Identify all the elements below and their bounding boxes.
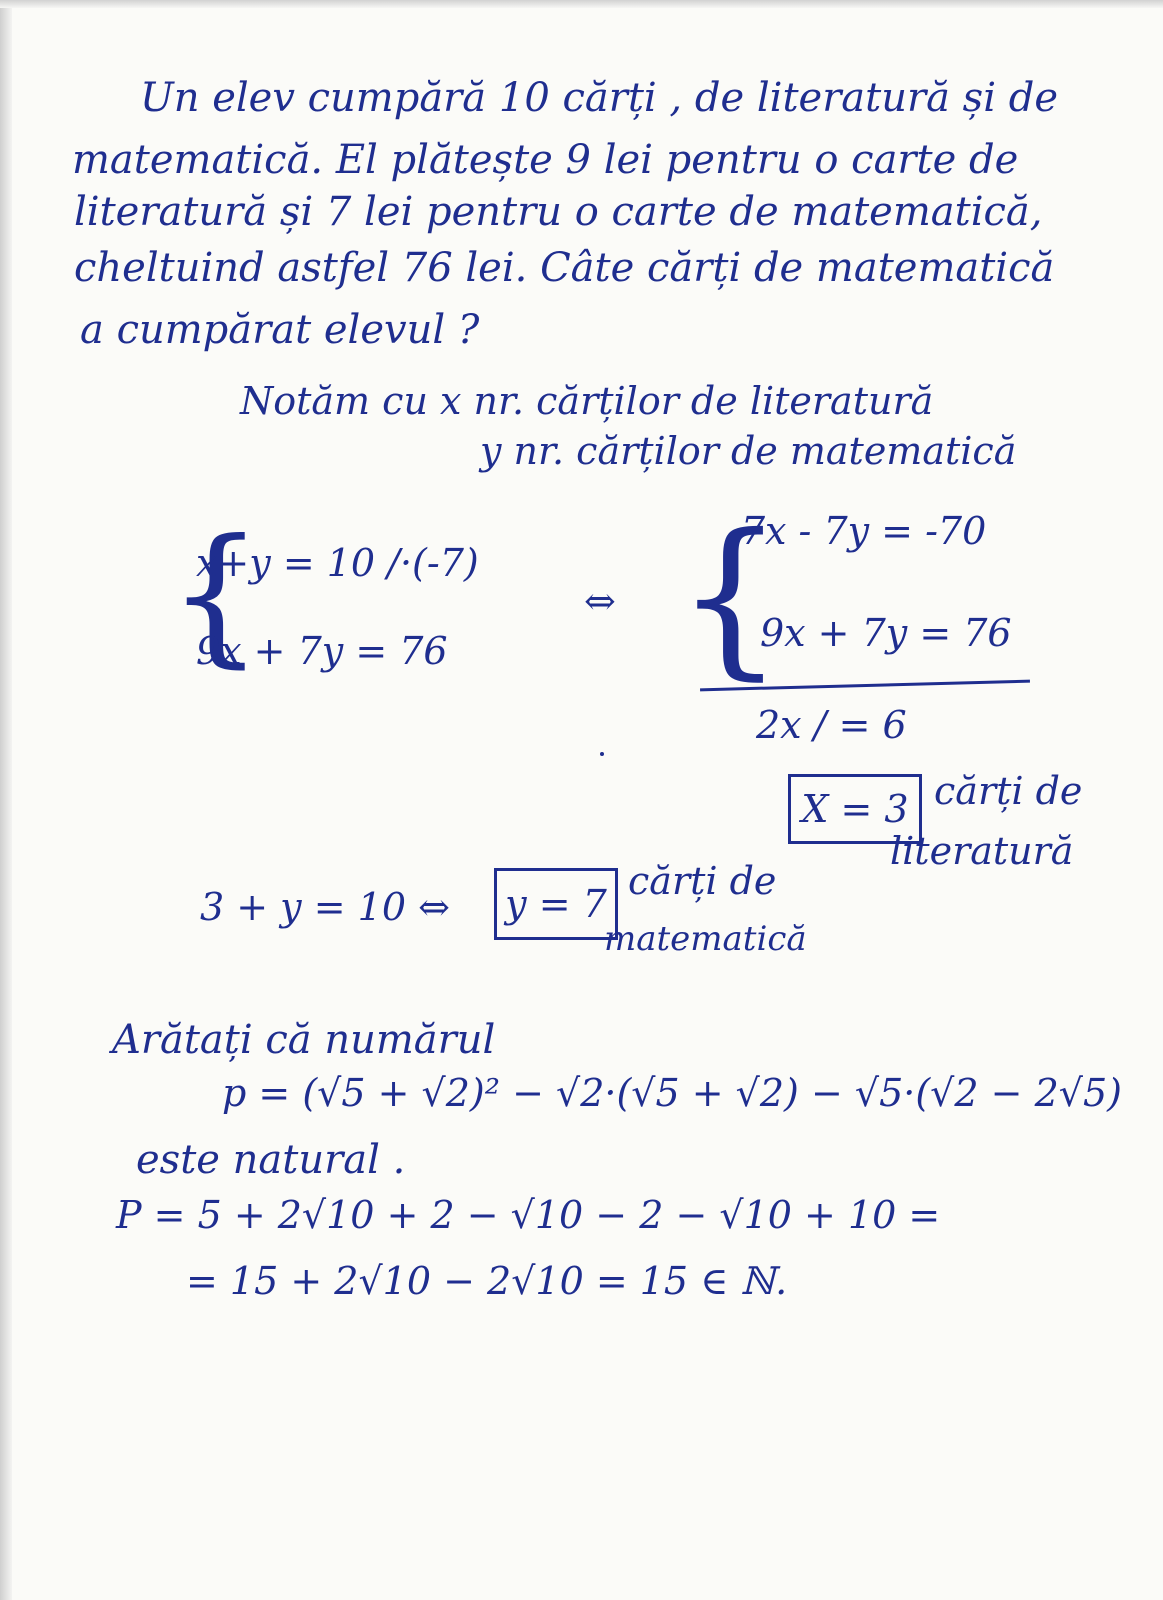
problem1-line-4: cheltuind astfel 76 lei. Câte cărți de matematică [74, 245, 1055, 291]
equivalence-symbol: ⇔ [584, 579, 616, 623]
problem2-line-1: Arătați că numărul [112, 1017, 496, 1063]
page-top-edge [0, 0, 1163, 8]
notation-line-1: Notăm cu x nr. cărților de literatură [240, 379, 934, 423]
problem1-line-3: literatură și 7 lei pentru o carte de matematică, [74, 189, 1043, 235]
stray-dot [600, 752, 604, 756]
notation-line-2: y nr. cărților de matematică [480, 429, 1017, 473]
left-system-eq1: x+y = 10 /·(-7) [196, 541, 479, 585]
problem1-line-2: matematică. El plătește 9 lei pentru o carte de [72, 137, 1019, 183]
result-y-box: y = 7 [494, 868, 618, 940]
result-x-label-1: cărți de [934, 769, 1083, 813]
solution2-line-1: P = 5 + 2√10 + 2 − √10 − 2 − √10 + 10 = [116, 1193, 941, 1237]
result-x-box: X = 3 [788, 774, 922, 844]
result-y-label-2: matematică [604, 919, 807, 959]
problem1-line-5: a cumpărat elevul ? [80, 307, 480, 353]
problem2-expression: p = (√5 + √2)² − √2·(√5 + √2) − √5·(√2 − 2√5) [222, 1071, 1122, 1115]
result-y-lhs: 3 + y = 10 ⇔ [200, 885, 450, 929]
left-system-eq2: 9x + 7y = 76 [196, 629, 448, 673]
result-x-label-2: literatură [890, 829, 1074, 873]
left-system-brace: { [168, 508, 264, 682]
problem2-line-3: este natural . [136, 1137, 406, 1183]
right-system-sum: 2x / = 6 [756, 703, 907, 747]
right-system-eq2: 9x + 7y = 76 [760, 611, 1012, 655]
right-system-brace: { [676, 498, 785, 696]
result-y-label-1: cărți de [628, 859, 777, 903]
problem1-line-1: Un elev cumpără 10 cărți , de literatură și de [140, 75, 1058, 121]
solution2-line-2: = 15 + 2√10 − 2√10 = 15 ∈ ℕ. [186, 1259, 788, 1303]
right-system-eq1: -7x - 7y = -70 [728, 509, 987, 553]
page-left-edge [0, 0, 12, 1600]
